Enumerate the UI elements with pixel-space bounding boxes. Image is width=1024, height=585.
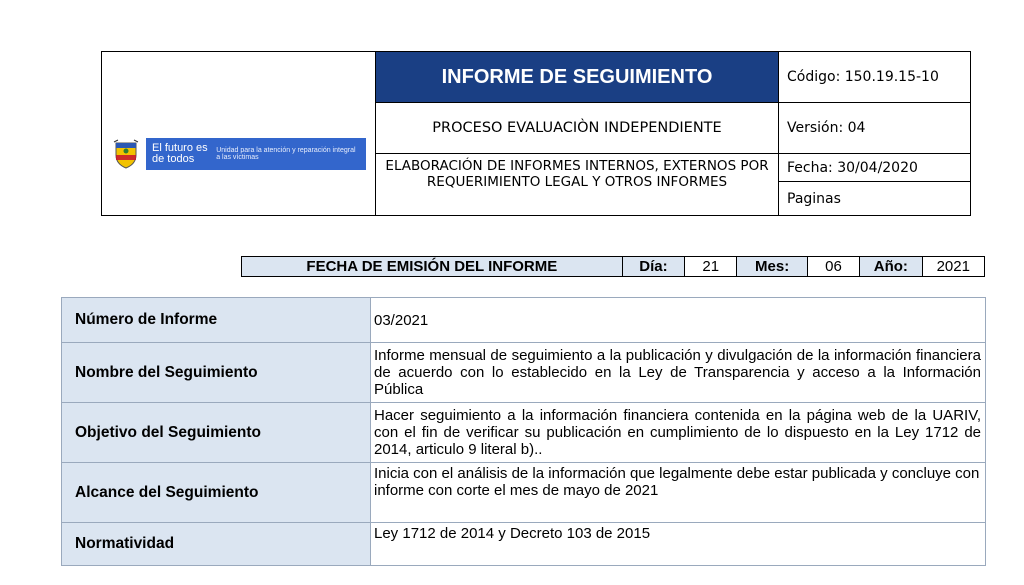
- logo-banner: [146, 138, 366, 170]
- report-info-table: [61, 297, 986, 566]
- day-label: Día:: [622, 257, 684, 277]
- coat-of-arms-icon: [112, 139, 140, 169]
- follow-up-name-value: Informe mensual de seguimiento a la publicación y divulgación de la información financiera de acuerdo con lo establecido en la Ley de Transparencia y acceso a la Información Pública: [371, 343, 986, 403]
- document-title: INFORME DE SEGUIMIENTO: [376, 52, 779, 103]
- logo-tagline: El futuro es de todos: [152, 142, 208, 165]
- day-value: 21: [685, 257, 737, 277]
- logo-entity-name: Unidad para la atención y reparación integral a las víctimas: [216, 146, 356, 161]
- document-code: Código: 150.19.15-10: [779, 52, 971, 103]
- regulations-value: Ley 1712 de 2014 y Decreto 103 de 2015: [371, 523, 986, 566]
- year-value: 2021: [922, 257, 984, 277]
- report-number-label: Número de Informe: [62, 298, 371, 343]
- document-header: [101, 51, 971, 216]
- scope-label: Alcance del Seguimiento: [62, 463, 371, 523]
- month-value: 06: [807, 257, 859, 277]
- report-number-value: 03/2021: [371, 298, 986, 343]
- emission-label: FECHA DE EMISIÓN DEL INFORME: [242, 257, 623, 277]
- objective-label: Objetivo del Seguimiento: [62, 403, 371, 463]
- emission-date-row: [241, 256, 985, 277]
- entity-logo: [112, 137, 366, 171]
- document-date: Fecha: 30/04/2020: [779, 154, 971, 182]
- objective-value: Hacer seguimiento a la información financiera contenida en la página web de la UARIV, con el fin de verificar su publicación en cumplimiento de lo dispuesto en la Ley 1712 de 2014, articulo 9 literal b)..: [371, 403, 986, 463]
- year-label: Año:: [860, 257, 922, 277]
- regulations-label: Normatividad: [62, 523, 371, 566]
- logo-cell: [102, 52, 376, 216]
- follow-up-name-label: Nombre del Seguimiento: [62, 343, 371, 403]
- process-name: PROCESO EVALUACIÒN INDEPENDIENTE: [376, 103, 779, 154]
- scope-value: Inicia con el análisis de la información que legalmente debe estar publicada y concluye con informe con corte el mes de mayo de 2021: [371, 463, 986, 523]
- month-label: Mes:: [737, 257, 808, 277]
- document-version: Versión: 04: [779, 103, 971, 154]
- document-pages: Paginas: [779, 182, 971, 216]
- elaboration-description: ELABORACIÓN DE INFORMES INTERNOS, EXTERNOS POR REQUERIMIENTO LEGAL Y OTROS INFORMES: [376, 154, 779, 216]
